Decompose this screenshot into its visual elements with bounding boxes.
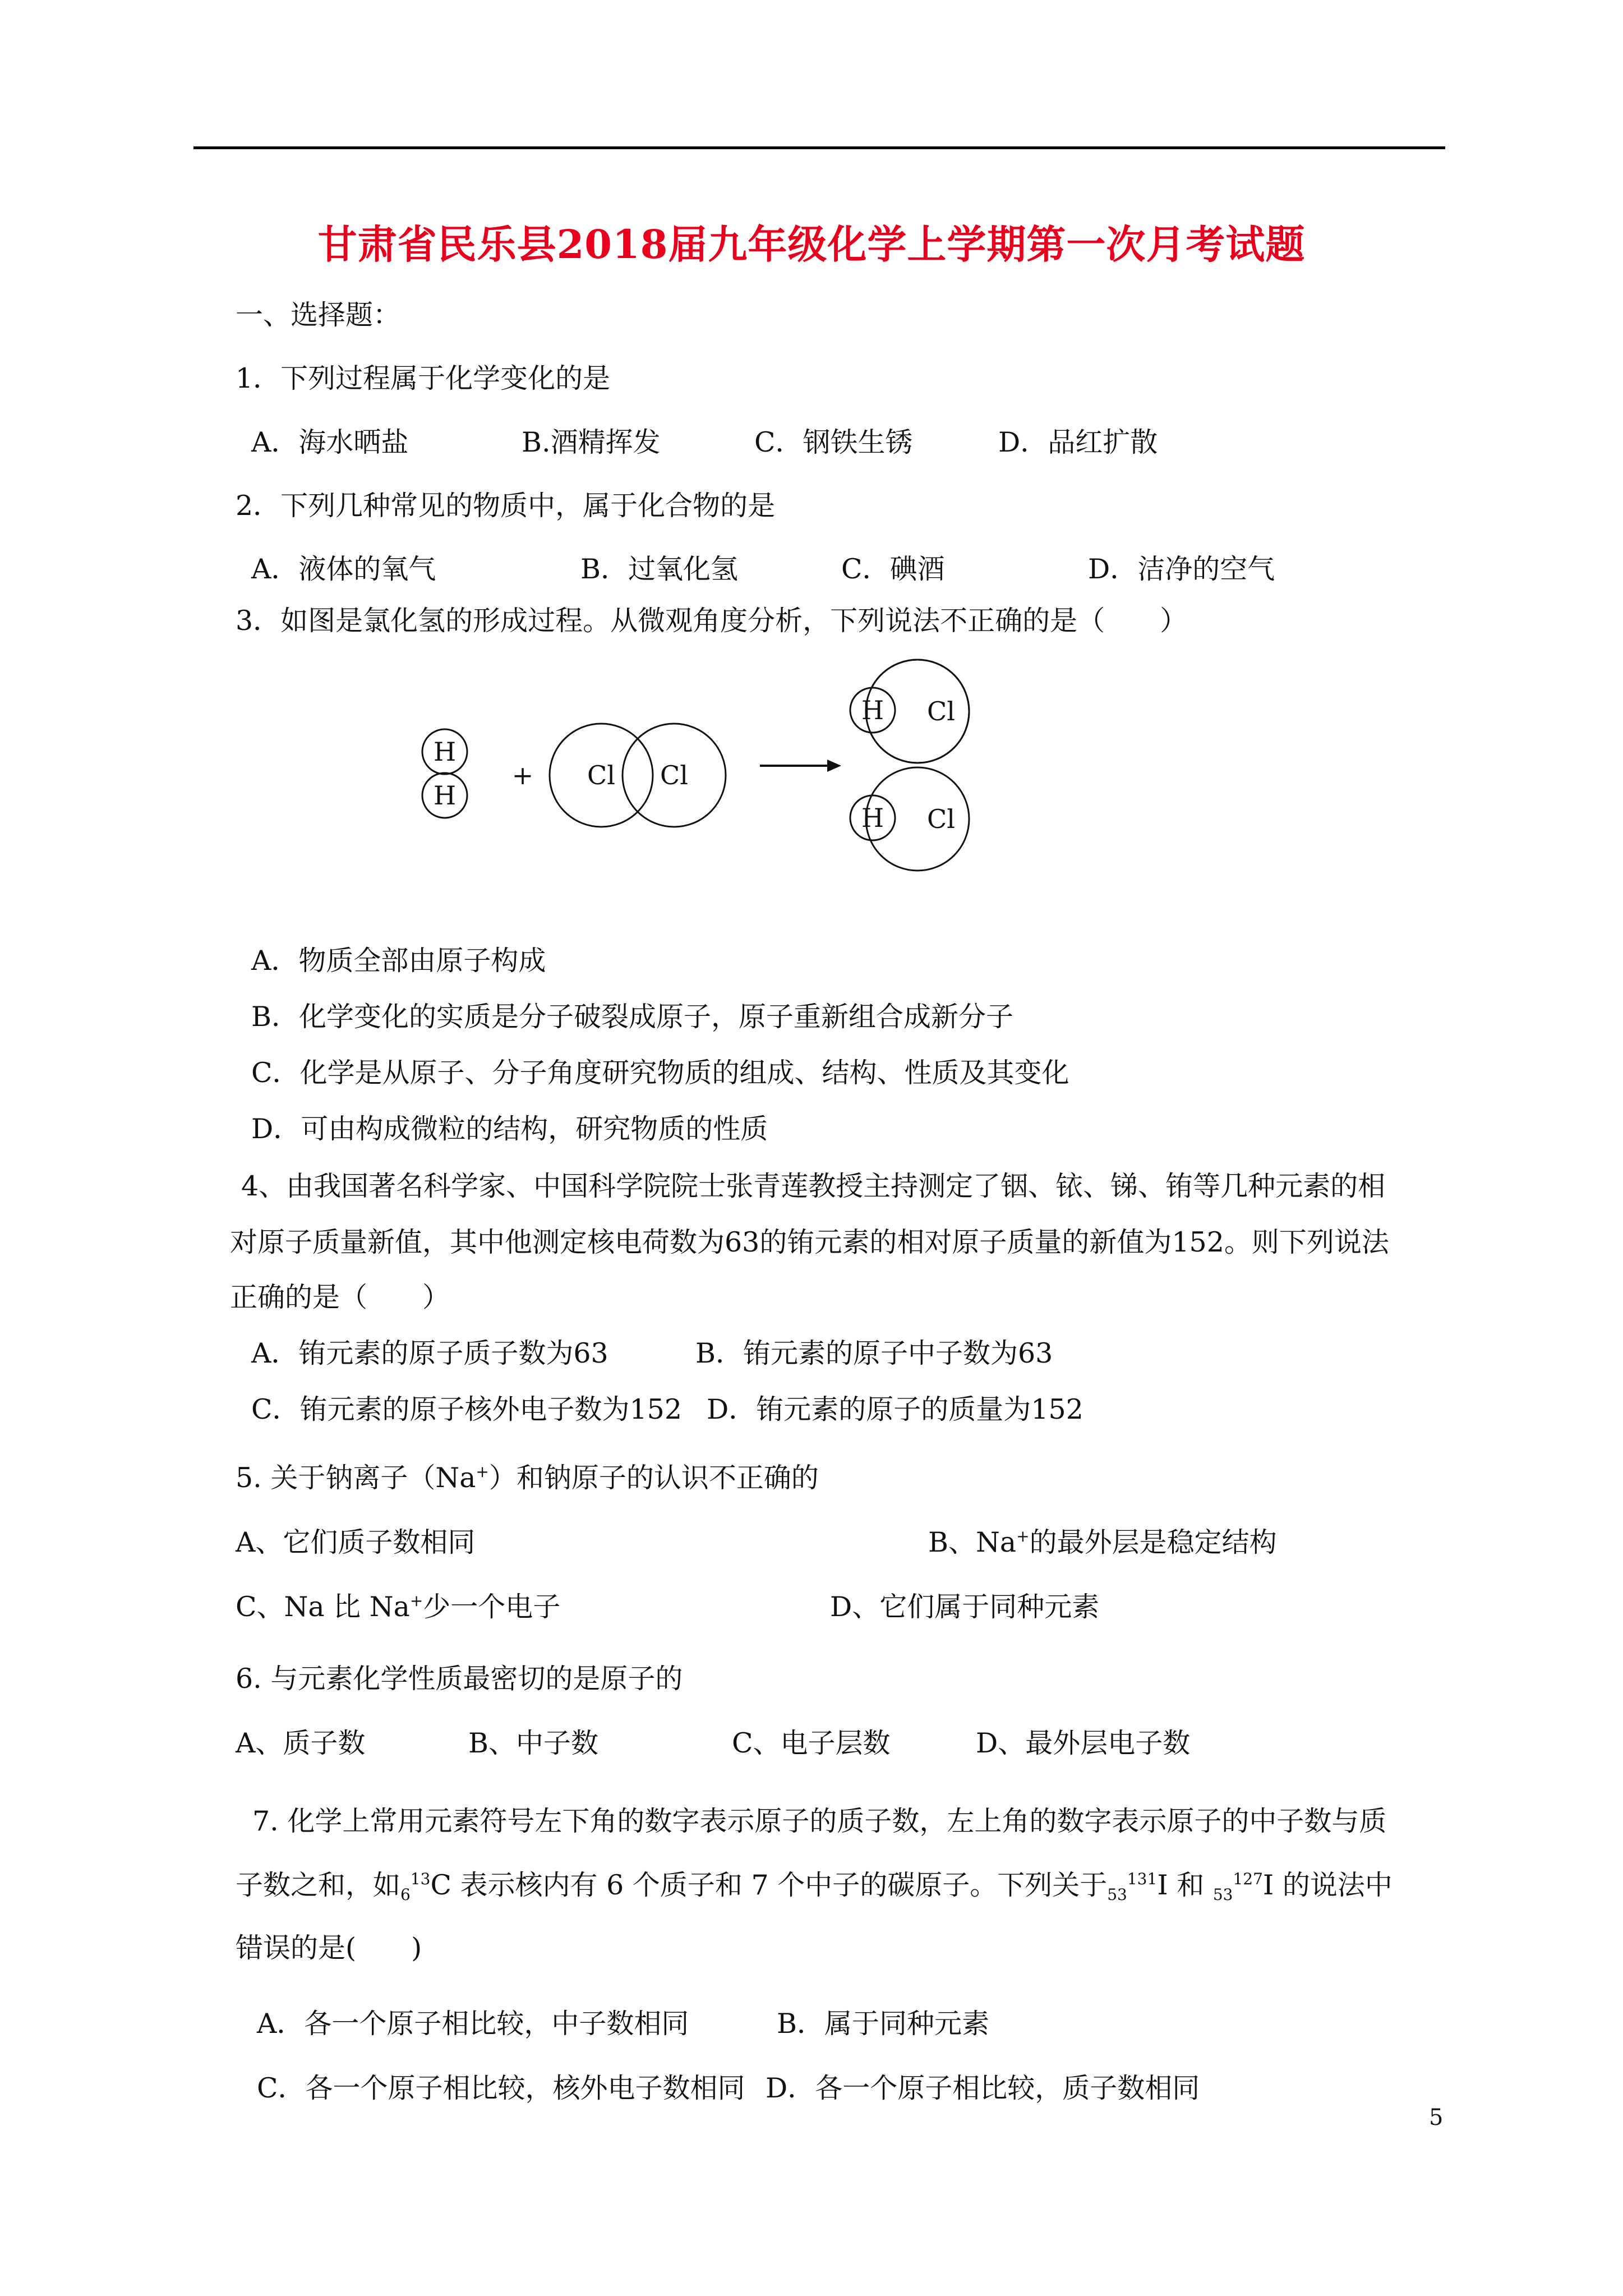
q1-option-b: B.酒精挥发	[522, 426, 661, 458]
q5-option-b: B、Na+的最外层是稳定结构	[928, 1526, 1277, 1558]
q6-option-c: C、电子层数	[732, 1727, 891, 1759]
q7-stem-line-2: 子数之和，如$_6^{13}$C 表示核内有 6 个质子和 7 个中子的碳原子。下列关于$_{53}^{131}$I 和 $_{53}^{127}$I 的说法中	[236, 1869, 1393, 1904]
q7-stem-line-3: 错误的是( )	[236, 1932, 422, 1964]
q4-option-a: A．铕元素的原子质子数为63	[251, 1337, 608, 1369]
cl-label: Cl	[927, 804, 955, 834]
q4-stem-line-1: 4、由我国著名科学家、中国科学院院士张青莲教授主持测定了铟、铱、锑、铕等几种元素的相	[241, 1170, 1386, 1202]
q2-option-b: B．过氧化氢	[580, 553, 739, 585]
q4-option-d: D．铕元素的原子的质量为152	[707, 1393, 1083, 1425]
arrow-head	[827, 760, 841, 772]
page-number: 5	[1429, 2105, 1444, 2131]
q6-stem: 6. 与元素化学性质最密切的是原子的	[236, 1663, 683, 1695]
h-label: H	[861, 803, 884, 833]
h-label: H	[433, 737, 457, 767]
cl-label: Cl	[927, 696, 955, 726]
q5-option-d: D、它们属于同种元素	[830, 1591, 1100, 1623]
hcl-formation-diagram	[393, 651, 1077, 881]
q5-option-a: A、它们质子数相同	[236, 1526, 476, 1558]
q1-option-c: C．钢铁生锈	[754, 426, 913, 458]
q4-stem-line-3: 正确的是（ ）	[230, 1281, 450, 1313]
q5-stem: 5. 关于钠离子（Na+）和钠原子的认识不正确的	[236, 1462, 819, 1494]
q6-option-a: A、质子数	[236, 1727, 366, 1759]
q2-option-c: C．碘酒	[841, 553, 945, 585]
plus-sign: +	[511, 760, 534, 790]
q4-stem-line-2: 对原子质量新值，其中他测定核电荷数为63的铕元素的相对原子质量的新值为152。则下列说法	[230, 1226, 1389, 1258]
header-rule	[193, 146, 1445, 149]
q1-option-a: A．海水晒盐	[251, 426, 409, 458]
q3-option-c: C．化学是从原子、分子角度研究物质的组成、结构、性质及其变化	[251, 1057, 1069, 1089]
q7-option-b: B．属于同种元素	[777, 2008, 990, 2040]
q3-stem: 3．如图是氯化氢的形成过程。从微观角度分析，下列说法不正确的是（ ）	[236, 605, 1188, 637]
q7-option-d: D．各一个原子相比较，质子数相同	[766, 2072, 1200, 2104]
q4-option-b: B．铕元素的原子中子数为63	[695, 1337, 1053, 1369]
q6-option-d: D、最外层电子数	[976, 1727, 1191, 1759]
h-label: H	[433, 780, 457, 811]
q7-option-c: C．各一个原子相比较，核外电子数相同	[257, 2072, 745, 2104]
section-heading: 一、选择题：	[236, 299, 401, 331]
cl-label: Cl	[587, 760, 615, 790]
cl-label: Cl	[660, 760, 688, 790]
q2-option-a: A．液体的氧气	[251, 553, 436, 585]
q3-option-b: B．化学变化的实质是分子破裂成原子，原子重新组合成新分子	[251, 1001, 1014, 1033]
q7-stem-line-1: 7. 化学上常用元素符号左下角的数字表示原子的质子数，左上角的数字表示原子的中子数与质	[252, 1805, 1387, 1837]
q1-option-d: D．品红扩散	[998, 426, 1158, 458]
q2-option-d: D．洁净的空气	[1088, 553, 1275, 585]
q2-stem: 2．下列几种常见的物质中，属于化合物的是	[236, 490, 776, 522]
q6-option-b: B、中子数	[468, 1727, 599, 1759]
q7-option-a: A．各一个原子相比较，中子数相同	[257, 2008, 689, 2040]
h-label: H	[861, 695, 884, 725]
q3-option-a: A．物质全部由原子构成	[251, 945, 546, 977]
q5-option-c: C、Na 比 Na+少一个电子	[236, 1591, 561, 1623]
q4-option-c: C．铕元素的原子核外电子数为152	[251, 1393, 683, 1425]
page-title: 甘肃省民乐县2018届九年级化学上学期第一次月考试题	[317, 221, 1306, 268]
q1-stem: 1．下列过程属于化学变化的是	[236, 362, 611, 394]
q3-option-d: D．可由构成微粒的结构，研究物质的性质	[251, 1113, 768, 1145]
